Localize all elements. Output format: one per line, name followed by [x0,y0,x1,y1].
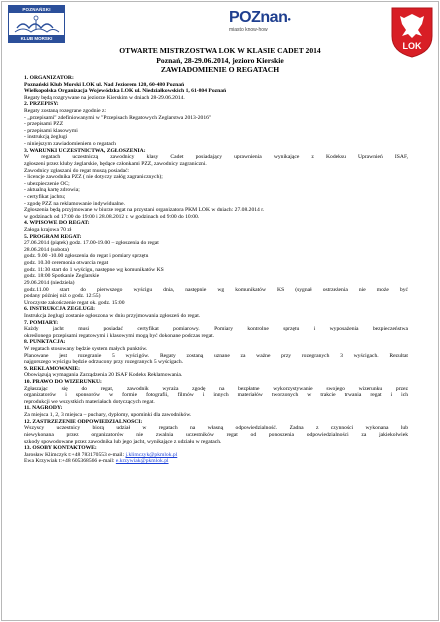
list-item: - zgodę PZŻ na reklamowanie indywidualne. [24,200,125,207]
body-line: organizatorów i sponsorów w formie fotografii, filmów i innych materiałów tworzonych w trakcie trwania regat i ich [24,392,408,399]
contact-email-link[interactable]: j.klimczyk@pkmlok.pl [125,451,178,458]
body-line: W regatach uczestniczą zawodnicy klasy Cadet posiadający uprawnienia wynikające z Kodeksu Uprawnień ISAF, [24,154,408,161]
club-logo-top-text: POZNAŃSKI [9,6,64,13]
schedule-line: podany później niż o godz. 12:55) [24,293,101,300]
section-heading-eligibility: 3. WARUNKI UCZESTNICTWA, ZGŁOSZENIA: [24,147,146,154]
body-line: Regaty zostaną rozegrane zgodnie z: [24,108,107,115]
body-line: Wszyscy uczestnicy biorą udział w regatach na własną odpowiedzialność. Żadna z czynności wykonana lub [24,425,408,432]
city-logo-wordmark: POZnan [229,9,288,26]
list-item: - aktualną kartę zdrowia; [24,187,80,194]
schedule-line: godz. 9.00 -10.00 zgłoszenia do regat i pomiary sprzętu [24,253,149,260]
body-line: Zgłoszenia będą przyjmowane w biurze regat na przystani organizatora PKM LOK w dniach: 27.08.2014 r. [24,207,265,214]
contact-email-link[interactable]: e.krzywiak@pkmlok.pl [115,458,169,465]
list-item: - instrukcją żeglugi [24,134,68,141]
body-line: Regaty będą rozgrywane na jeziorze Kierskim w dniach 28-29.06.2014. [24,94,185,101]
body-line: szkody spowodowane przez zawodnika lub jego jacht, wynikające z udziału w regatach. [24,438,222,445]
schedule-line: godz. 18:00 Spotkanie Żeglarskie [24,273,100,280]
body-line: niewykonana przez organizatorów nie zwalnia uczestników regat od ponoszenia odpowiedzialności za jakiekolwiek [24,431,408,438]
body-line: Za miejsca 1, 2, 3 miejsca – puchary, dyplomy, upominki dla zawodników. [24,412,192,419]
organizer-line: Wielkopolska Organizacja Wojewódzka LOK ul. Niedziałkowskich 1, 61-804 Poznań [24,88,227,95]
body-line: określonego przepisami regatowymi i klasowymi mogą być dokonane podczas regat. [24,332,215,339]
contact-text: Jarosław Klimczyk t:+48 783170553 e-mail: [24,451,126,458]
contact-line [24,458,408,465]
section-heading-rules: 2. PRZEPISY: [24,101,59,108]
club-logo-bottom-text: KLUB MORSKI [9,35,64,42]
body-line: Planowane jest rozegranie 5 wyścigów. Regaty zostaną uznane za ważne przy rozegranych 3 wyścigach. Rezultat [24,352,408,359]
body-line: w godzinach od 17:00 do 19:00 i 28.08.2012 r. w godzinach od 9:00 do 10:00. [24,213,200,220]
list-item: - ubezpieczenie OC; [24,180,70,187]
city-logo-mark: ● [287,17,291,23]
list-item: - „przepisami" zdefiniowanymi w "Przepisach Regatowych Żeglarstwa 2013-2016" [24,114,212,121]
body-line: Zawodnicy zgłaszani do regat muszą posiadać: [24,167,130,174]
section-heading-prizes: 11. NAGRODY: [24,405,63,412]
document-title [2,46,438,75]
list-item: - niniejszym zawiadomieniem o regatach [24,141,116,148]
body-line: Obowiązują wymagania Zarządzenia 20 ISAF Kodeks Reklamowania. [24,372,183,379]
schedule-line: godz. 11:30 start do 1 wyścigu, następne wg komunikatów KS [24,266,164,273]
list-item: - przepisami klasowymi [24,127,78,134]
body-line: zgłoszeni przez kluby żeglarskie, będące członkami PZŻ, zawodnicy zagraniczni. [24,160,207,167]
body-line: W regatach stosowany będzie system małych punktów. [24,345,148,352]
body-line: Instrukcja żeglugi zostanie ogłoszona w dniu przyjmowania zgłoszeń do regat. [24,312,201,319]
schedule-line: godz. 10.30 ceremonia otwarcia regat [24,260,109,267]
body-line: Załoga krajowa 70 zł [24,227,72,234]
section-heading-advertising: 9. REKLAMOWANIE: [24,365,80,372]
list-item: - przepisami PZŻ [24,121,64,128]
lok-emblem-text: LOK [402,41,422,51]
title-line-2: Poznań, 28-29.06.2014, jezioro Kierskie [156,55,284,65]
list-item: - certyfikat jachtu; [24,193,66,200]
club-logo [8,5,65,43]
section-heading-sailing-instructions: 6. INSTRUKCJA ŻEGLUGI: [24,306,96,313]
section-heading-entry-fee: 4. WPISOWE DO REGAT: [24,220,90,227]
list-item: - licencje zawodnika PZŻ ( nie dotyczy załóg zagranicznych); [24,174,163,181]
contact-text: Ewa Krzywiak t:+48 605368566 e-mail: [24,458,116,465]
section-heading-schedule: 5. PROGRAM REGAT: [24,233,82,240]
city-logo-tagline: miasto know-how [229,27,268,33]
document-body [24,75,408,465]
organizer-line: Poznański Klub Morski LOK ul. Nad Jeziorem 120, 60-480 Poznań [24,81,185,88]
schedule-line: godz.11.00 start do pierwszego wyścigu dnia, następnie wg komunikatów KS (sygnał ostrzeżenia nie może być [24,286,408,293]
section-heading-measurement: 7. POMIARY: [24,319,59,326]
section-heading-organizer: 1. ORGANIZATOR: [24,75,74,81]
schedule-line: 28.06.2014 (sobota) [24,246,69,253]
schedule-line: Uroczyste zakończenie regat ok. godz. 15:00 [24,299,125,306]
body-line: najgorszego wyścigu będzie odrzucony przy rozegranych 5 wyścigach. [24,359,184,366]
anchor-icon [11,14,62,36]
body-line: reprodukcji we wszystkich materiałach dotyczących regat. [24,398,155,405]
document-page [1,1,439,621]
section-heading-liability: 12. ZASTRZEŻENIE ODPOWIEDZIALNOŚCI: [24,418,143,425]
section-heading-scoring: 8. PUNKTACJA: [24,339,66,346]
contact-line [24,452,408,459]
section-heading-image-rights: 10. PRAWO DO WIZERUNKU: [24,379,102,386]
title-line-1: OTWARTE MISTRZOSTWA LOK W KLASIE CADET 2014 [119,46,321,55]
schedule-line: 27.06.2014 (piątek) godz. 17.00-19.00 – zgłoszenia do regat [24,240,159,247]
section-heading-contacts: 13. OSOBY KONTAKTOWE: [24,445,97,452]
body-line: Zgłaszając się do regat, zawodnik wyraża zgodę na bezpłatne wykorzystywanie swojego wizerunku przez [24,385,408,392]
schedule-line: 29.06.2014 (niedziela) [24,279,75,286]
body-line: Każdy jacht musi posiadać certyfikat pomiarowy. Pomiary kontrolne sprzętu i wyposażenia bezpieczeństwa [24,326,408,333]
title-line-3: ZAWIADOMIENIE O REGATACH [160,65,280,75]
city-logo [229,9,339,31]
